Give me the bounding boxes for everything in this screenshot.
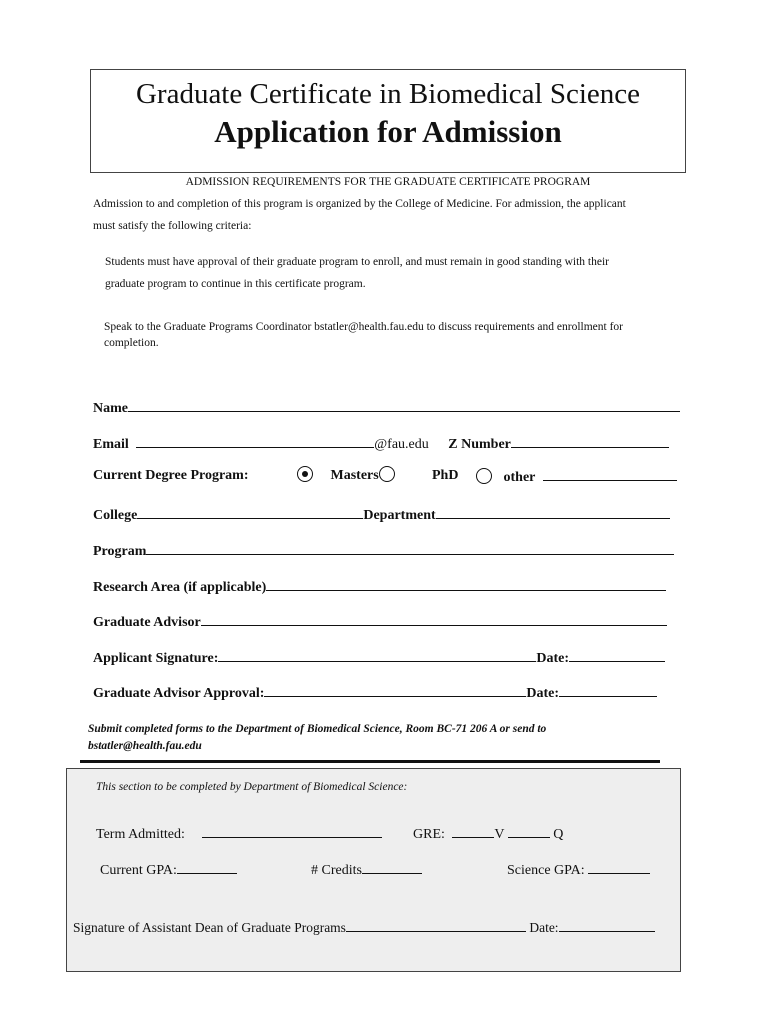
document-title: Graduate Certificate in Biomedical Science: [135, 78, 641, 110]
advisor-label: Graduate Advisor: [93, 615, 201, 630]
name-row: [93, 397, 680, 417]
masters-radio[interactable]: [297, 466, 313, 482]
department-label: Department: [363, 508, 436, 523]
advisor-approval-label: Graduate Advisor Approval:: [93, 686, 265, 701]
intro-line-2: must satisfy the following criteria:: [93, 220, 252, 232]
degree-label: Current Degree Program:: [93, 468, 249, 483]
contact-line-1: Speak to the Graduate Programs Coordinator bstatler@health.fau.edu to discuss requirements and enrollment for: [104, 321, 624, 333]
criteria-line-2: graduate program to continue in this certificate program.: [105, 278, 366, 290]
requirements-intro: [93, 193, 693, 237]
gpa-label: Current GPA:: [100, 863, 177, 878]
department-field[interactable]: [436, 504, 670, 519]
dean-date-label: Date:: [529, 920, 559, 935]
degree-row: [93, 468, 249, 484]
office-use-section: [66, 768, 681, 972]
gre-q-field[interactable]: [508, 823, 550, 838]
research-label: Research Area (if applicable): [93, 580, 267, 595]
gre-v-label: V: [494, 827, 505, 842]
requirements-criteria: [105, 251, 685, 295]
science-gpa-label: Science GPA:: [507, 863, 585, 878]
science-gpa-row: [507, 859, 650, 879]
znumber-label: Z Number: [448, 437, 511, 452]
applicant-date-field[interactable]: [569, 647, 665, 662]
advisor-field[interactable]: [201, 611, 667, 626]
gre-label: GRE:: [413, 827, 445, 842]
gpa-row: [100, 859, 237, 879]
applicant-signature-label: Applicant Signature:: [93, 651, 219, 666]
section-divider: [80, 760, 660, 763]
degree-option-masters[interactable]: [297, 466, 395, 484]
applicant-signature-row: [93, 647, 665, 667]
advisor-row: [93, 611, 667, 631]
degree-option-phd[interactable]: [432, 468, 458, 484]
email-label: Email: [93, 437, 129, 452]
advisor-approval-row: [93, 682, 657, 702]
requirements-contact: [104, 319, 694, 351]
term-label: Term Admitted:: [96, 827, 185, 842]
name-label: Name: [93, 401, 128, 416]
dean-date-field[interactable]: [559, 917, 655, 932]
advisor-date-label: Date:: [526, 686, 560, 701]
email-domain: @fau.edu: [374, 437, 429, 452]
requirements-heading: ADMISSION REQUIREMENTS FOR THE GRADUATE CERTIFICATE PROGRAM: [185, 176, 591, 188]
term-admitted-row: [96, 823, 382, 843]
criteria-line-1: Students must have approval of their graduate program to enroll, and must remain in good standing with their: [105, 256, 609, 268]
dean-signature-field[interactable]: [346, 917, 526, 932]
program-label: Program: [93, 544, 147, 559]
dean-signature-row: [73, 917, 655, 936]
science-gpa-field[interactable]: [588, 859, 650, 874]
submit-note-line-2: bstatler@health.fau.edu: [88, 740, 202, 752]
gre-row: [413, 823, 563, 843]
other-field[interactable]: [543, 466, 677, 481]
intro-line-1: Admission to and completion of this program is organized by the College of Medicine. For admission, the applicant: [93, 198, 626, 210]
gre-q-label: Q: [553, 827, 564, 842]
college-field[interactable]: [137, 504, 363, 519]
email-field[interactable]: [136, 433, 374, 448]
other-label: other: [503, 470, 536, 485]
contact-line-2: completion.: [104, 337, 159, 349]
title-box: [90, 69, 686, 173]
submit-note-line-1: Submit completed forms to the Department of Biomedical Science, Room BC-71 206 A or send to: [88, 723, 547, 735]
znumber-field[interactable]: [511, 433, 669, 448]
gpa-field[interactable]: [177, 859, 237, 874]
term-field[interactable]: [202, 823, 382, 838]
research-field[interactable]: [266, 576, 666, 591]
submit-note: [88, 721, 648, 755]
document-subtitle: Application for Admission: [214, 114, 562, 149]
college-row: [93, 504, 670, 524]
dean-signature-label: Signature of Assistant Dean of Graduate Programs: [73, 920, 346, 935]
credits-label: # Credits: [311, 863, 362, 878]
program-field[interactable]: [146, 540, 674, 555]
degree-option-other[interactable]: [476, 466, 677, 486]
advisor-date-field[interactable]: [559, 682, 657, 697]
email-row: [93, 433, 669, 453]
credits-row: [311, 859, 422, 879]
phd-radio[interactable]: [379, 466, 395, 482]
gre-v-field[interactable]: [452, 823, 494, 838]
office-heading: This section to be completed by Department of Biomedical Science:: [96, 781, 408, 793]
masters-label: Masters: [330, 468, 379, 483]
advisor-approval-field[interactable]: [264, 682, 526, 697]
credits-field[interactable]: [362, 859, 422, 874]
research-row: [93, 576, 666, 596]
name-field[interactable]: [128, 397, 680, 412]
college-label: College: [93, 508, 138, 523]
applicant-signature-field[interactable]: [218, 647, 536, 662]
other-radio[interactable]: [476, 468, 492, 484]
applicant-date-label: Date:: [536, 651, 570, 666]
program-row: [93, 540, 674, 560]
phd-label: PhD: [432, 468, 459, 483]
